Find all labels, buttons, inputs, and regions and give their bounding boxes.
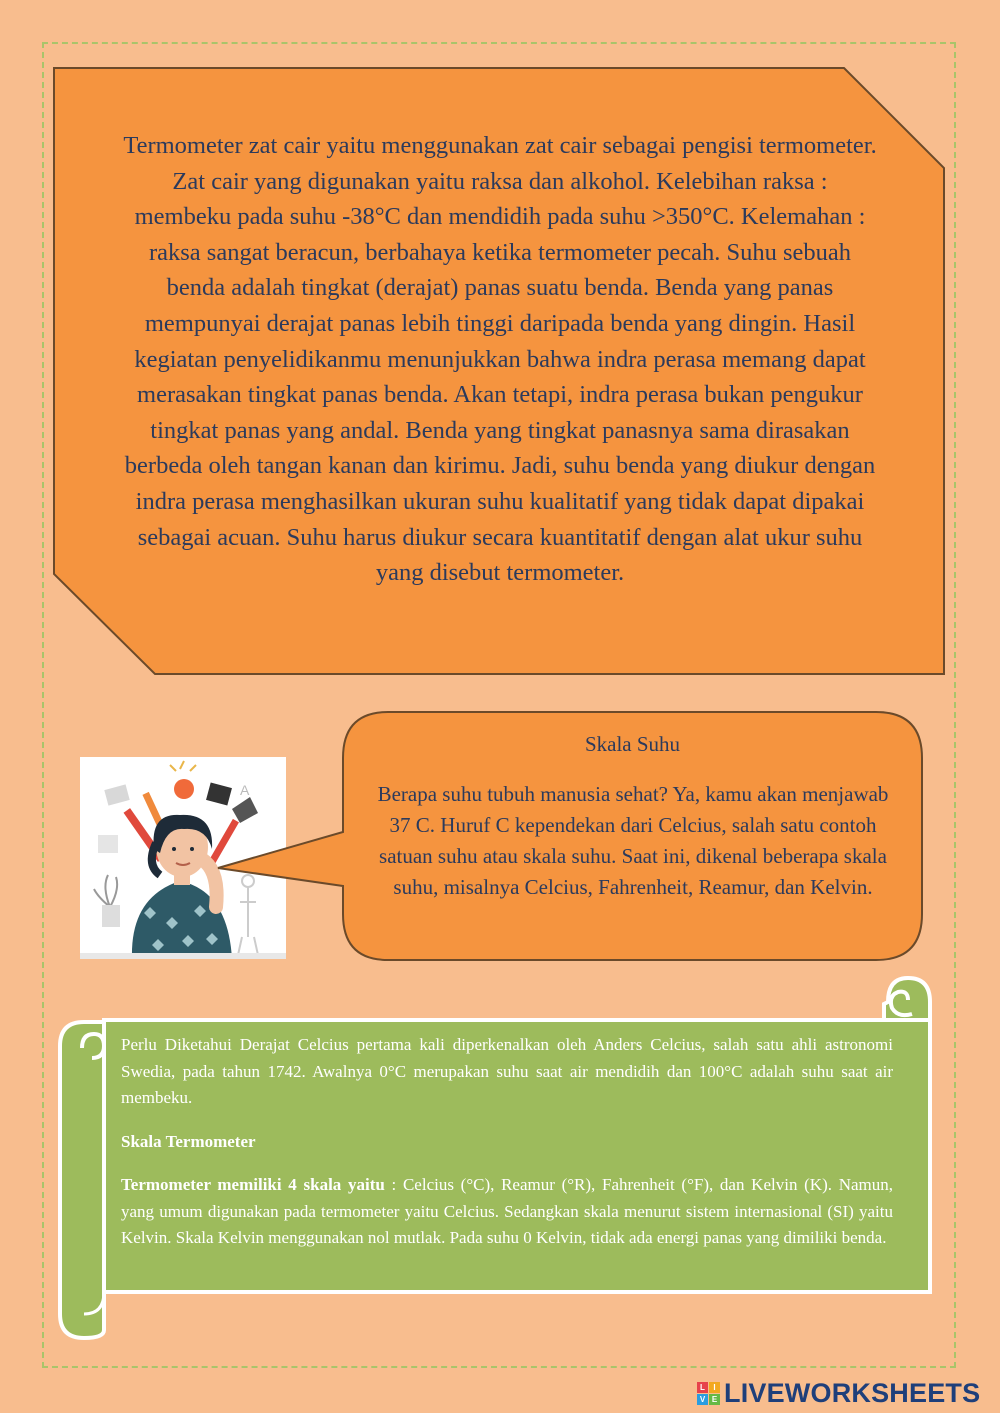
scroll-banner-perlu-diketahui [56, 974, 934, 1340]
svg-text:A: A [240, 782, 250, 798]
bubble-text: Berapa suhu tubuh manusia sehat? Ya, kamu akan menjawab 37 C. Huruf C kependekan dari Celcius, salah satu contoh satuan suhu atau skala suhu. Saat ini, dikenal beberapa skala suhu, misalnya Celcius, Fahrenheit, Reamur, dan Kelvin. [377, 782, 889, 899]
liveworksheets-logo-icon [697, 1382, 720, 1405]
logo-letter-v: V [697, 1394, 708, 1405]
liveworksheets-wordmark: LIVEWORKSHEETS [724, 1377, 981, 1408]
info-box-termometer [52, 66, 948, 678]
bubble-title: Skala Suhu [584, 732, 681, 756]
scroll-scales-text: : Celcius (°C), Reamur (°R), Fahrenheit (°F), dan Kelvin (K). Namun, yang umum digunakan pada termometer yaitu Celcius. Sedangkan skala menurut sistem internasional (SI) yaitu Kelvin. Skala Kelvin menggunakan nol mutlak. Pada suhu 0 Kelvin, tidak ada energi panas yang dimiliki benda. [121, 1175, 893, 1247]
logo-letter-i: I [709, 1382, 720, 1393]
scroll-intro: Perlu Diketahui Derajat Celcius pertama kali diperkenalkan oleh Anders Celcius, salah satu ahli astronomi Swedia, pada tahun 1742. Awalnya 0°C merupakan suhu saat air mendidih dan 100°C adalah suhu saat air membeku. [121, 1035, 893, 1107]
scroll-text [121, 1032, 893, 1269]
logo-letter-l: L [697, 1382, 708, 1393]
scroll-scales [121, 1172, 893, 1252]
scroll-heading [121, 1129, 893, 1156]
logo-letter-e: E [709, 1394, 720, 1405]
liveworksheets-brand[interactable] [697, 1378, 980, 1408]
info-box-text: Termometer zat cair yaitu menggunakan zat cair sebagai pengisi termometer. Zat cair yang digunakan yaitu raksa dan alkohol. Kelebihan raksa : membeku pada suhu -38°C dan mendidih pada suhu >350°C. Kelemahan : raksa sangat beracun, berbahaya ketika termometer pecah. Suhu sebuah benda adalah tingkat (derajat) panas suatu benda. Benda yang panas mempunyai derajat panas lebih tinggi daripada benda yang dingin. Hasil kegiatan penyelidikanmu menunjukkan bahwa indra perasa memang dapat merasakan tingkat panas benda. Akan tetapi, indra perasa bukan pengukur tingkat panas yang andal. Benda yang tingkat panasnya sama dirasakan berbeda oleh tangan kanan dan kirimu. Jadi, suhu benda yang diukur dengan indra perasa menghasilkan ukuran suhu kualitatif yang tidak dapat dipakai sebagai acuan. Suhu harus diukur secara kuantitatif dengan alat ukur suhu yang disebut termometer. [123, 132, 877, 587]
speech-bubble-skala-suhu [190, 710, 926, 964]
scroll-heading-text: Skala Termometer [121, 1131, 256, 1151]
scroll-scales-lead: Termometer memiliki 4 skala yaitu [121, 1175, 385, 1194]
